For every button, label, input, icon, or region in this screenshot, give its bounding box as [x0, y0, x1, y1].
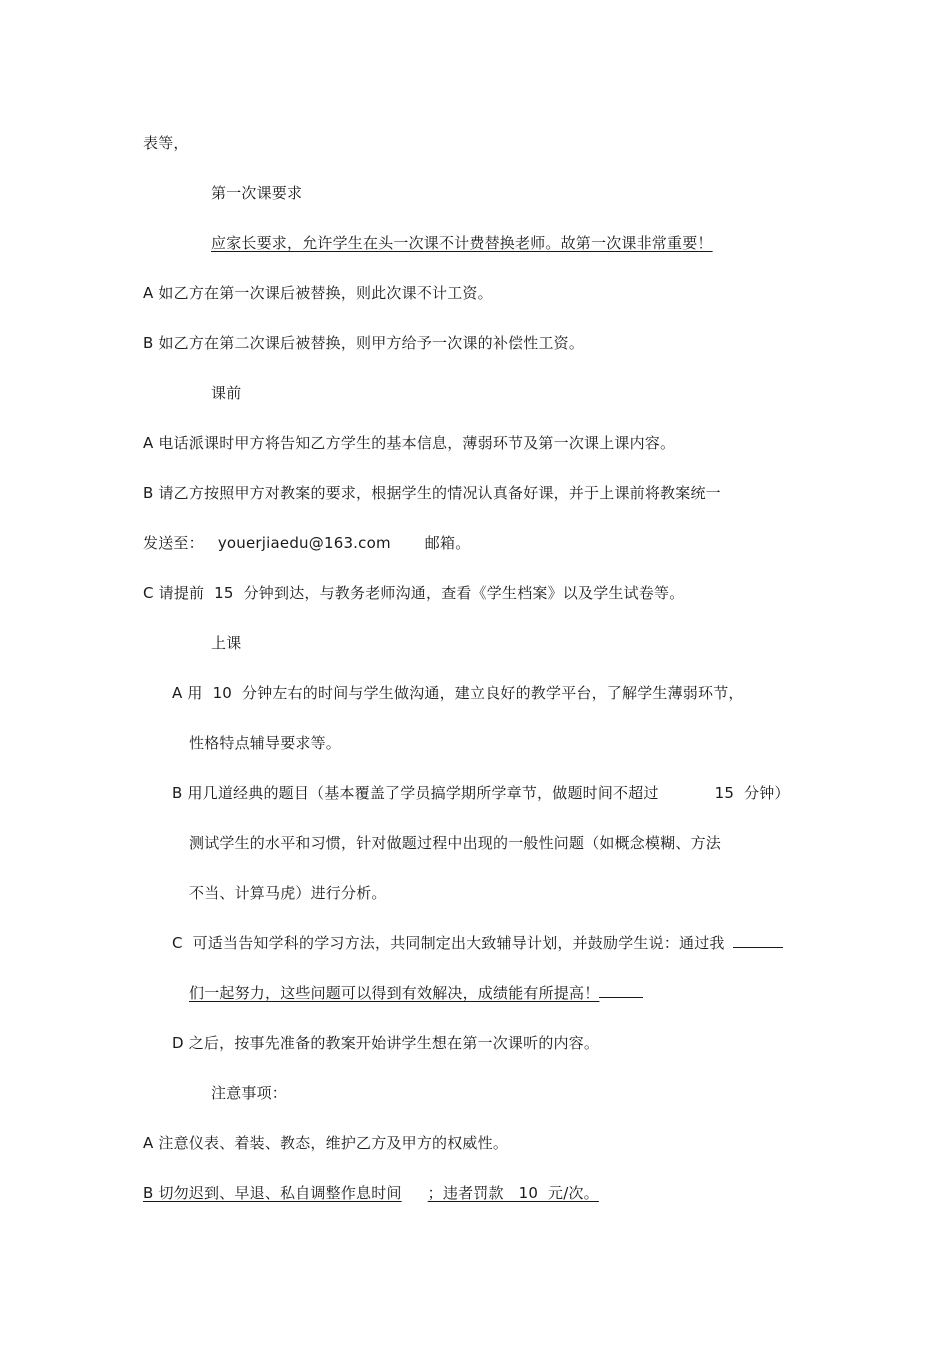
text-line: A 用 10 分钟左右的时间与学生做沟通，建立良好的教学平台，了解学生薄弱环节， [172, 684, 744, 702]
email-address: youerjiaedu@163.com [217, 534, 391, 552]
text-line [189, 983, 643, 1003]
text-line [172, 783, 790, 803]
text-line: A 如乙方在第一次课后被替换，则此次课不计工资。 [143, 284, 493, 302]
section-heading-before-class: 课前 [211, 384, 242, 402]
text-fragment: ；违者罚款 10 元/次。 [427, 1184, 599, 1202]
text-line: C 请提前 15 分钟到达，与教务老师沟通，查看《学生档案》以及学生试卷等。 [143, 584, 685, 602]
text-fragment: 发送至： [143, 534, 204, 552]
text-line: 应家长要求，允许学生在头一次课不计费替换老师。故第一次课非常重要！ [211, 234, 713, 252]
text-line: B 请乙方按照甲方对教案的要求，根据学生的情况认真备好课，并于上课前将教案统一 [143, 484, 721, 502]
section-heading-notes: 注意事项： [211, 1084, 288, 1102]
text-line [143, 1183, 599, 1203]
blank-underline [733, 933, 783, 948]
text-line: D 之后，按事先准备的教案开始讲学生想在第一次课听的内容。 [172, 1034, 600, 1052]
text-line: A 注意仪表、着装、教态，维护乙方及甲方的权威性。 [143, 1134, 509, 1152]
text-fragment: 15 分钟） [714, 784, 790, 802]
text-line: A 电话派课时甲方将告知乙方学生的基本信息，薄弱环节及第一次课上课内容。 [143, 434, 676, 452]
text-line: 不当、计算马虎）进行分析。 [189, 884, 387, 902]
section-heading-in-class: 上课 [211, 634, 242, 652]
text-line [172, 933, 783, 953]
text-line: 表等， [143, 134, 189, 152]
email-line [143, 533, 470, 553]
text-line: 测试学生的水平和习惯，针对做题过程中出现的一般性问题（如概念模糊、方法 [189, 834, 722, 852]
text-line: 性格特点辅导要求等。 [189, 734, 342, 752]
section-heading-first-lesson: 第一次课要求 [211, 184, 303, 202]
text-fragment: 们一起努力，这些问题可以得到有效解决，成绩能有所提高！ [189, 984, 600, 1002]
text-fragment: 邮箱。 [424, 534, 471, 552]
blank-underline [599, 983, 643, 998]
text-line: B 如乙方在第二次课后被替换，则甲方给予一次课的补偿性工资。 [143, 334, 585, 352]
text-fragment: B 切勿迟到、早退、私自调整作息时间 [143, 1184, 402, 1202]
text-fragment: C 可适当告知学科的学习方法，共同制定出大致辅导计划，并鼓励学生说：通过我 [172, 934, 725, 952]
text-fragment: B 用几道经典的题目（基本覆盖了学员搞学期所学章节，做题时间不超过 [172, 784, 659, 802]
